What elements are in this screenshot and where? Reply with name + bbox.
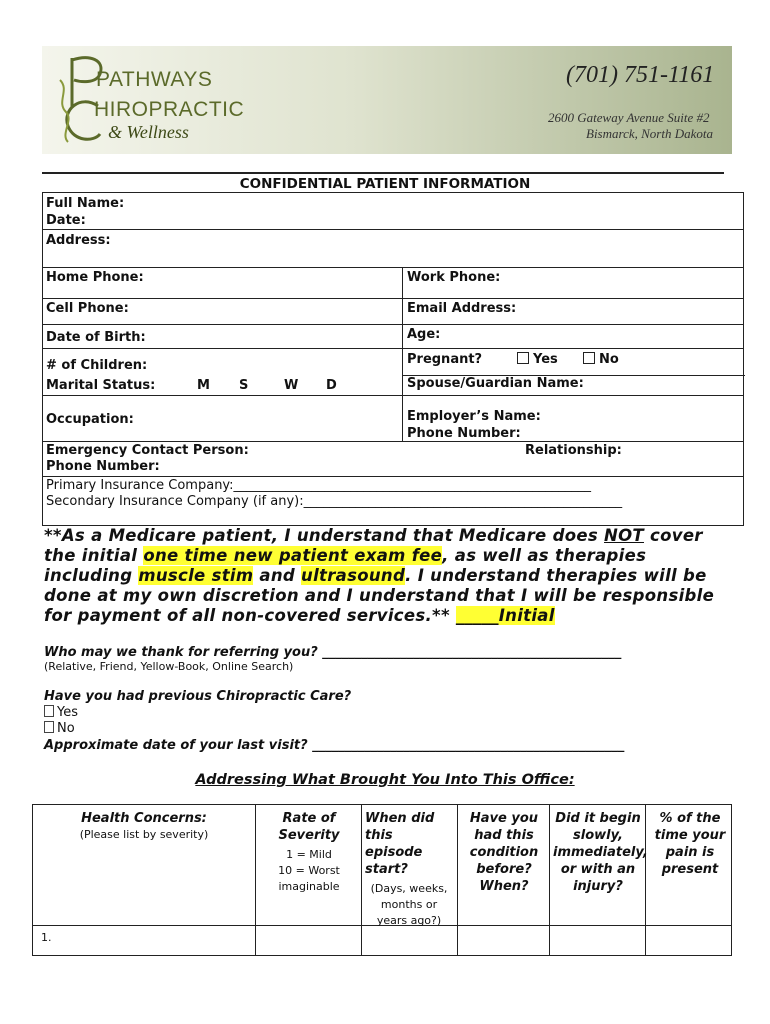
referral-question[interactable]: Who may we thank for referring you? ______________________________________________ <box>44 645 622 660</box>
marital-option-w[interactable]: W <box>284 378 299 393</box>
age-field[interactable]: Age: <box>407 327 441 342</box>
relationship-field[interactable]: Relationship: <box>525 443 622 458</box>
column-divider <box>645 805 646 955</box>
previous-care-no-option[interactable]: No <box>44 721 75 736</box>
col-episode-start: When did this episode start? (Days, weeks, months or years ago?) <box>365 811 448 927</box>
col-onset: Did it begin slowly, immediately, or with an injury? <box>553 811 648 894</box>
highlight-exam-fee: one time new patient exam fee <box>143 546 443 565</box>
highlight-ultrasound: ultrasound <box>301 566 406 585</box>
col-severity: Rate of Severity 1 = Mild 10 = Worst imaginable <box>278 811 340 893</box>
col-health-concerns: Health Concerns: (Please list by severity) <box>79 811 209 841</box>
checkbox-icon[interactable] <box>517 352 529 364</box>
column-divider <box>402 267 403 441</box>
header-phone: (701) 751-1161 <box>566 62 715 88</box>
medicare-statement: **As a Medicare patient, I understand that Medicare does NOT cover the initial one time new patient exam fee, as well as therapies including muscle stim and ultrasound. I understand therapies will be done at my own discretion and I understand that I will be responsible for payment of all non-covered services.** _____Initial <box>44 526 715 625</box>
dob-field[interactable]: Date of Birth: <box>46 330 146 345</box>
column-divider <box>361 805 362 955</box>
cell-phone-field[interactable]: Cell Phone: <box>46 301 129 316</box>
brand-line-2: HIROPRACTIC <box>94 98 245 121</box>
col-condition-before: Have you had this condition before? When? <box>469 811 539 894</box>
header-address-2: Bismarck, North Dakota <box>586 126 713 141</box>
emergency-phone-field[interactable]: Phone Number: <box>46 459 160 474</box>
occupation-field[interactable]: Occupation: <box>46 412 134 427</box>
health-concerns-table <box>32 804 732 956</box>
checkbox-icon[interactable] <box>44 705 54 717</box>
checkbox-icon[interactable] <box>583 352 595 364</box>
brand-line-3: & Wellness <box>108 122 189 142</box>
checkbox-icon[interactable] <box>44 721 54 733</box>
children-field[interactable]: # of Children: <box>46 358 148 373</box>
divider <box>402 375 745 376</box>
home-phone-field[interactable]: Home Phone: <box>46 270 144 285</box>
column-divider <box>549 805 550 955</box>
brand-line-1: PATHWAYS <box>96 68 213 91</box>
address-field[interactable]: Address: <box>46 233 111 248</box>
divider <box>43 441 743 442</box>
col-pain-percent: % of the time your pain is present <box>654 811 726 877</box>
divider <box>43 267 743 268</box>
previous-care-question: Have you had previous Chiropractic Care? <box>44 689 352 704</box>
divider <box>43 348 743 349</box>
pregnant-label: Pregnant? <box>407 352 483 367</box>
column-divider <box>255 805 256 955</box>
marital-status-label: Marital Status: <box>46 378 156 393</box>
previous-care-yes-option[interactable]: Yes <box>44 705 78 720</box>
not-emphasis: NOT <box>604 526 644 545</box>
marital-option-m[interactable]: M <box>197 378 210 393</box>
highlight-muscle-stim: muscle stim <box>138 566 254 585</box>
date-field[interactable]: Date: <box>46 213 86 228</box>
work-phone-field[interactable]: Work Phone: <box>407 270 501 285</box>
patient-info-form <box>42 192 744 526</box>
secondary-insurance-field[interactable]: Secondary Insurance Company (if any):_________________________________________________ <box>46 494 623 509</box>
divider <box>43 298 743 299</box>
last-visit-field[interactable]: Approximate date of your last visit? ________________________________________________ <box>44 738 625 753</box>
employer-name-field[interactable]: Employer’s Name: <box>407 409 541 424</box>
divider <box>43 476 743 477</box>
table-row[interactable]: 1. <box>41 931 52 944</box>
title-rule <box>42 172 724 174</box>
email-field[interactable]: Email Address: <box>407 301 517 316</box>
header-address-1: 2600 Gateway Avenue Suite #2 <box>548 110 710 125</box>
header-banner <box>42 46 732 154</box>
employer-phone-field[interactable]: Phone Number: <box>407 426 521 441</box>
marital-option-d[interactable]: D <box>326 378 337 393</box>
initial-field[interactable]: _____Initial <box>455 606 555 625</box>
pregnant-yes-option[interactable]: Yes <box>517 352 558 367</box>
divider <box>43 395 743 396</box>
column-divider <box>457 805 458 955</box>
marital-option-s[interactable]: S <box>239 378 249 393</box>
primary-insurance-field[interactable]: Primary Insurance Company:_______________________________________________________ <box>46 478 592 493</box>
emergency-contact-field[interactable]: Emergency Contact Person: <box>46 443 249 458</box>
spouse-field[interactable]: Spouse/Guardian Name: <box>407 376 584 391</box>
section-title: Addressing What Brought You Into This Office: <box>195 772 575 788</box>
divider <box>43 324 743 325</box>
pregnant-no-option[interactable]: No <box>583 352 619 367</box>
referral-hint: (Relative, Friend, Yellow-Book, Online Search) <box>44 660 294 673</box>
form-title: CONFIDENTIAL PATIENT INFORMATION <box>239 176 531 192</box>
full-name-field[interactable]: Full Name: <box>46 196 125 211</box>
divider <box>43 229 743 230</box>
